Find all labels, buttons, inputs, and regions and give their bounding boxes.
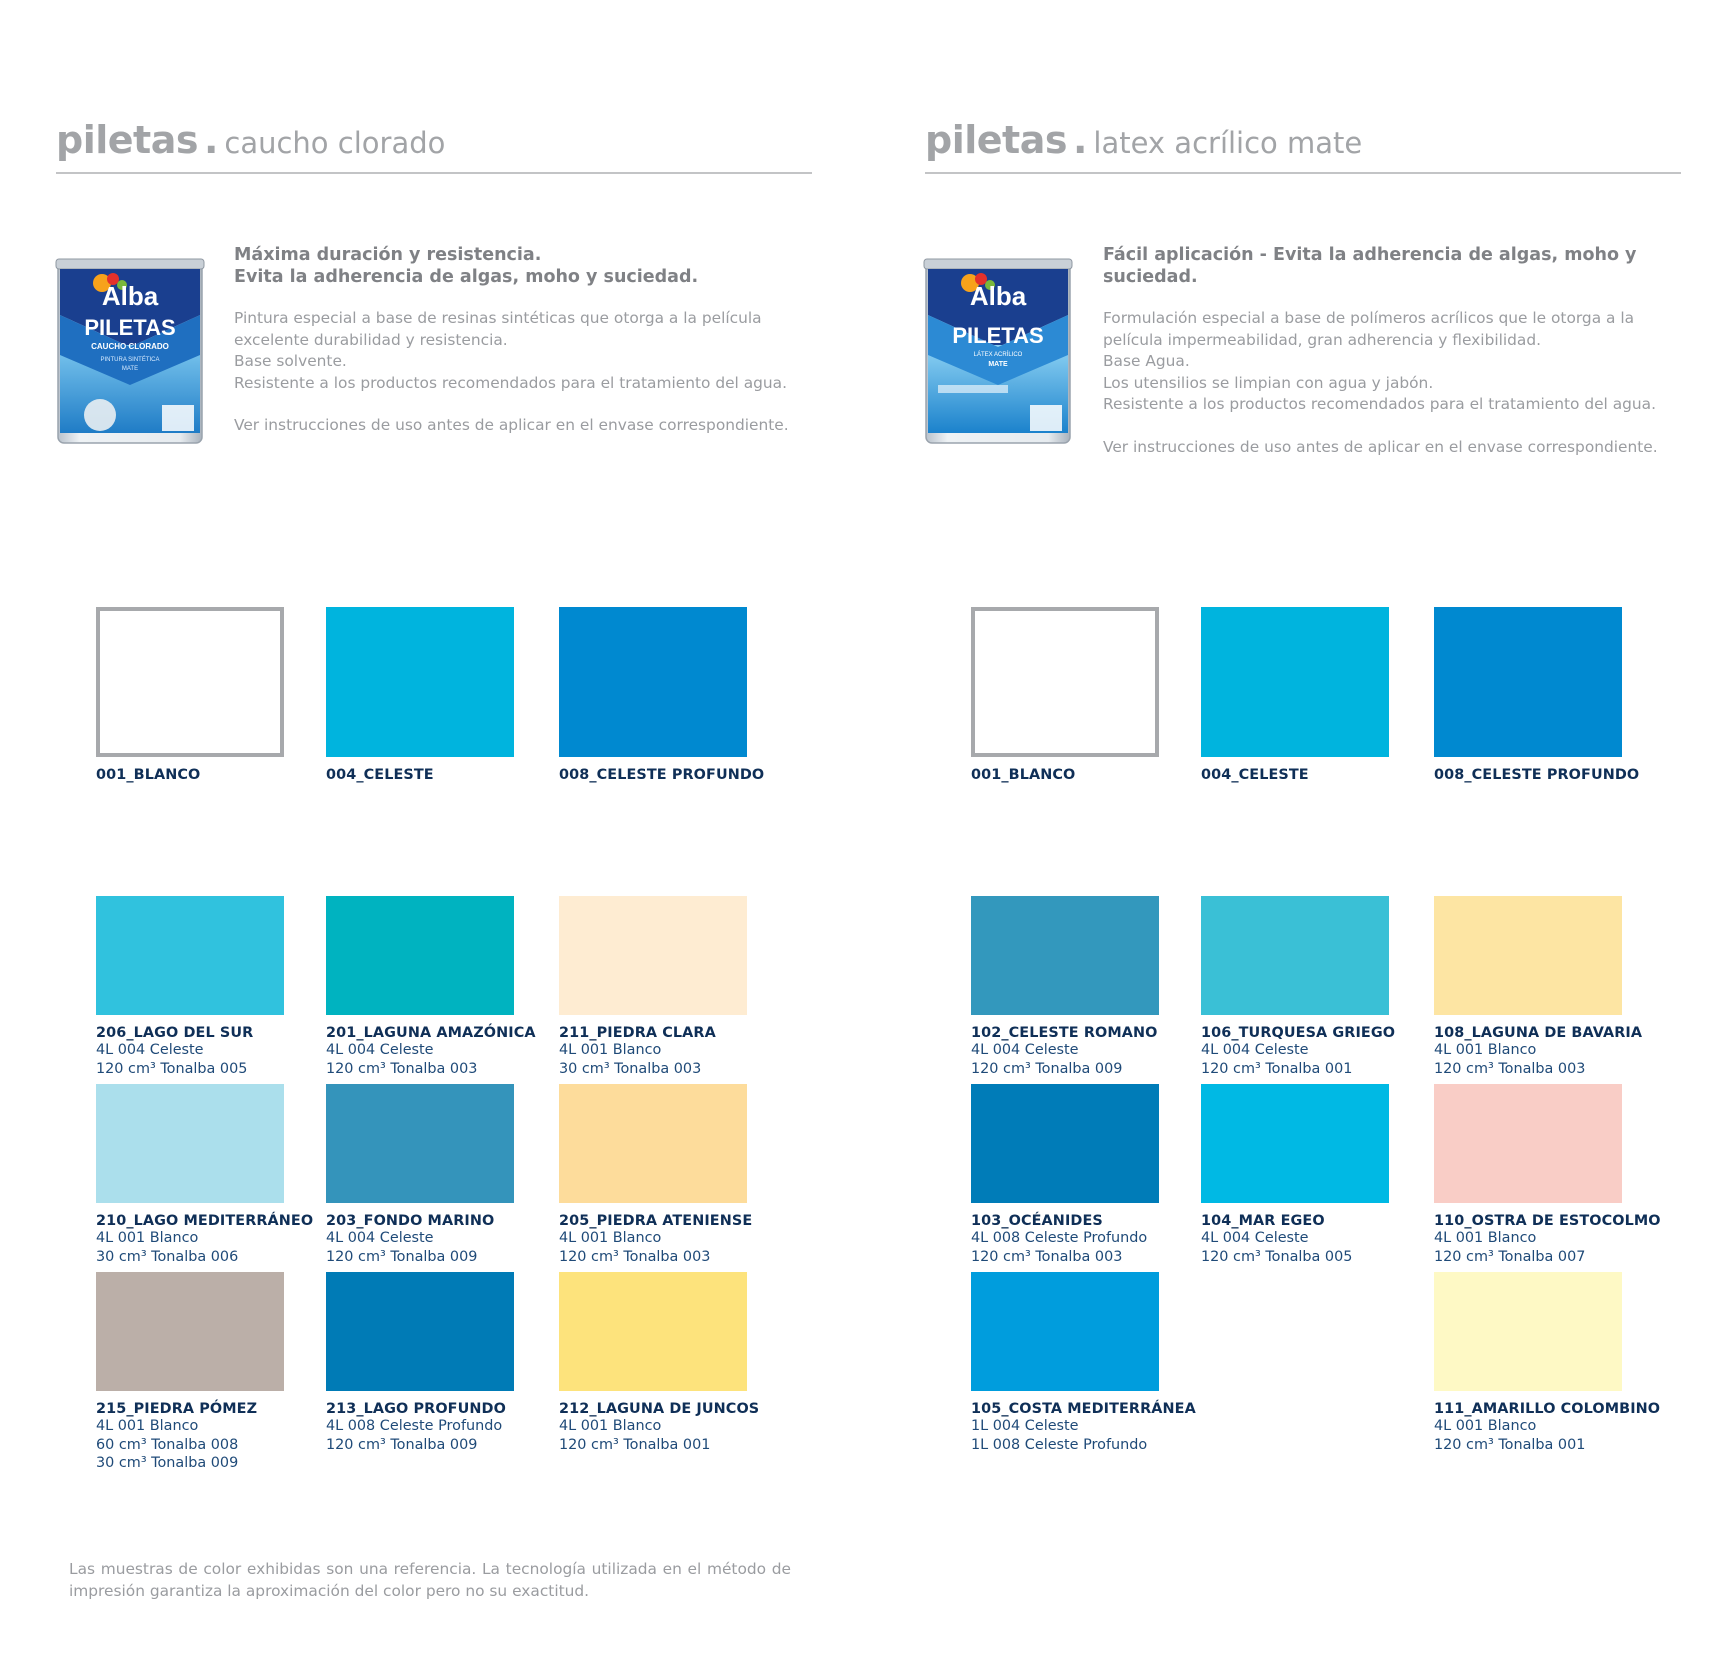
color-chip <box>326 607 514 757</box>
color-formula-line: 4L 001 Blanco <box>1434 1230 1537 1246</box>
color-chip <box>1201 896 1389 1015</box>
color-name: 104_MAR EGEO <box>1201 1213 1325 1229</box>
color-chip <box>1434 1084 1622 1203</box>
color-formula-line: 4L 001 Blanco <box>559 1418 662 1434</box>
color-formula-line: 120 cm³ Tonalba 001 <box>1201 1060 1353 1077</box>
color-swatch <box>96 607 284 783</box>
color-formula-line: 4L 001 Blanco <box>1434 1418 1537 1434</box>
color-formula-line: 1L 004 Celeste <box>971 1418 1079 1434</box>
color-swatch <box>559 896 747 1078</box>
color-name: 108_LAGUNA DE BAVARIA <box>1434 1025 1643 1041</box>
footnote: Las muestras de color exhibidas son una referencia. La tecnología utilizada en el método de impresión garantiza la aproximación del color pero no su exactitud. <box>69 1560 791 1600</box>
color-formula-line: 4L 004 Celeste <box>1201 1042 1309 1058</box>
left-desc-note: Ver instrucciones de uso antes de aplicar en el envase correspondiente. <box>234 416 789 435</box>
color-chip <box>971 1272 1159 1391</box>
left-desc-line-2: excelente durabilidad y resistencia. <box>234 330 508 349</box>
color-swatch <box>326 607 514 783</box>
color-formula-line: 4L 008 Celeste Profundo <box>326 1418 503 1434</box>
color-formula-line: 4L 001 Blanco <box>559 1230 662 1246</box>
left-description <box>234 244 789 437</box>
color-name: 004_CELESTE <box>1201 767 1309 783</box>
color-chip <box>96 1084 284 1203</box>
color-swatch <box>559 1272 760 1454</box>
color-chip <box>96 607 284 757</box>
left-heading-main: piletas <box>56 118 198 162</box>
color-swatch <box>1201 896 1396 1078</box>
color-chip <box>1201 607 1389 757</box>
right-lead <box>1103 244 1732 288</box>
right-desc-line-1: Formulación especial a base de polímeros acrílicos que le otorga a la <box>1103 309 1635 327</box>
color-name: 105_COSTA MEDITERRÁNEA <box>971 1401 1196 1417</box>
paint-can-icon <box>918 255 1078 451</box>
left-desc-line-1: Pintura especial a base de resinas sintéticas que otorga a la película <box>234 309 762 327</box>
left-can-line3: MATE <box>121 366 139 372</box>
color-chip <box>559 1272 747 1391</box>
color-swatch <box>1434 1272 1661 1454</box>
right-can-product: PILETAS <box>952 323 1044 348</box>
color-chip <box>326 1084 514 1203</box>
color-swatch <box>1434 1084 1661 1266</box>
left-heading-sub: caucho clorado <box>224 126 446 160</box>
color-chip <box>1201 1084 1389 1203</box>
right-desc-note: Ver instrucciones de uso antes de aplicar en el envase correspondiente. <box>1103 437 1658 456</box>
right-lead-line-1: Fácil aplicación - Evita la adherencia de algas, moho y suciedad. <box>1103 245 1637 287</box>
left-section-heading <box>56 118 812 174</box>
right-can-brand: Alba <box>969 281 1027 311</box>
color-formula-line: 4L 004 Celeste <box>96 1042 204 1058</box>
color-formula-line: 4L 001 Blanco <box>96 1230 199 1246</box>
color-formula-line: 120 cm³ Tonalba 001 <box>559 1436 711 1453</box>
color-name: 203_FONDO MARINO <box>326 1213 495 1229</box>
color-name: 210_LAGO MEDITERRÁNEO <box>96 1213 314 1229</box>
left-lead-line-2: Evita la adherencia de algas, moho y suciedad. <box>234 267 699 287</box>
color-name: 001_BLANCO <box>971 767 1076 783</box>
paint-can-icon <box>50 255 210 451</box>
color-swatch <box>96 1272 284 1473</box>
left-can-product: PILETAS <box>84 315 176 340</box>
color-formula-line: 120 cm³ Tonalba 001 <box>1434 1436 1586 1453</box>
color-name: 212_LAGUNA DE JUNCOS <box>559 1401 760 1417</box>
color-swatch <box>326 896 536 1078</box>
color-formula-line: 4L 004 Celeste <box>971 1042 1079 1058</box>
color-formula-line: 1L 008 Celeste Profundo <box>971 1436 1148 1453</box>
color-chip <box>971 896 1159 1015</box>
color-name: 001_BLANCO <box>96 767 201 783</box>
color-swatch <box>559 607 765 783</box>
color-swatch <box>559 1084 753 1266</box>
color-chip <box>559 607 747 757</box>
left-desc-line-3: Base solvente. <box>234 352 347 371</box>
color-name: 206_LAGO DEL SUR <box>96 1025 254 1041</box>
color-chip <box>326 896 514 1015</box>
color-name: 205_PIEDRA ATENIENSE <box>559 1213 753 1229</box>
color-formula-line: 120 cm³ Tonalba 007 <box>1434 1248 1586 1265</box>
color-formula-line: 4L 001 Blanco <box>559 1042 662 1058</box>
color-name: 102_CELESTE ROMANO <box>971 1025 1158 1041</box>
color-swatch <box>971 896 1159 1078</box>
color-name: 004_CELESTE <box>326 767 434 783</box>
color-swatch <box>96 896 284 1078</box>
color-formula-line: 120 cm³ Tonalba 003 <box>559 1248 711 1265</box>
color-formula-line: 120 cm³ Tonalba 003 <box>1434 1060 1586 1077</box>
color-formula-line: 120 cm³ Tonalba 005 <box>96 1060 248 1077</box>
right-heading-dot: . <box>1072 118 1088 162</box>
color-name: 211_PIEDRA CLARA <box>559 1025 716 1041</box>
color-name: 111_AMARILLO COLOMBINO <box>1434 1401 1661 1417</box>
color-name: 215_PIEDRA PÓMEZ <box>96 1401 258 1417</box>
color-chip <box>971 1084 1159 1203</box>
right-section-heading <box>925 118 1681 174</box>
color-swatch <box>96 1084 314 1266</box>
color-formula-line: 30 cm³ Tonalba 003 <box>559 1060 702 1077</box>
color-name: 103_OCÉANIDES <box>971 1213 1103 1229</box>
left-can-brand: Alba <box>101 281 159 311</box>
right-description <box>1103 244 1732 459</box>
left-can-line2: PINTURA SINTÉTICA <box>100 357 160 363</box>
right-heading-main: piletas <box>925 118 1067 162</box>
color-swatch <box>971 1084 1159 1266</box>
color-formula-line: 4L 004 Celeste <box>1201 1230 1309 1246</box>
color-name: 008_CELESTE PROFUNDO <box>559 767 765 783</box>
color-formula-line: 30 cm³ Tonalba 006 <box>96 1248 239 1265</box>
left-heading-dot: . <box>203 118 219 162</box>
color-formula-line: 120 cm³ Tonalba 005 <box>1201 1248 1353 1265</box>
color-swatch <box>326 1084 514 1266</box>
color-formula-line: 4L 004 Celeste <box>326 1042 434 1058</box>
right-desc-line-5: Resistente a los productos recomendados para el tratamiento del agua. <box>1103 395 1657 414</box>
right-desc-line-3: Base Agua. <box>1103 352 1190 371</box>
color-chip <box>96 1272 284 1391</box>
color-chip <box>559 896 747 1015</box>
color-formula-line: 120 cm³ Tonalba 003 <box>326 1060 478 1077</box>
color-swatch <box>971 1272 1196 1454</box>
color-chip <box>971 607 1159 757</box>
right-can-line2: MATE <box>988 361 1008 368</box>
color-chip <box>326 1272 514 1391</box>
color-formula-line: 120 cm³ Tonalba 009 <box>326 1436 478 1453</box>
color-formula-line: 4L 004 Celeste <box>326 1230 434 1246</box>
color-name: 110_OSTRA DE ESTOCOLMO <box>1434 1213 1661 1229</box>
right-desc-line-4: Los utensilios se limpian con agua y jabón. <box>1103 373 1434 392</box>
color-chip <box>96 896 284 1015</box>
color-formula-line: 120 cm³ Tonalba 009 <box>326 1248 478 1265</box>
color-chip <box>1434 607 1622 757</box>
color-chip <box>1434 1272 1622 1391</box>
color-swatch <box>971 607 1159 783</box>
color-formula-line: 4L 008 Celeste Profundo <box>971 1230 1148 1246</box>
color-swatch <box>326 1272 514 1454</box>
color-name: 213_LAGO PROFUNDO <box>326 1401 506 1417</box>
color-name: 201_LAGUNA AMAZÓNICA <box>326 1025 536 1041</box>
color-chip <box>559 1084 747 1203</box>
color-swatch <box>1201 607 1389 783</box>
color-formula-line: 4L 001 Blanco <box>1434 1042 1537 1058</box>
right-can-line1: LÁTEX ACRÍLICO <box>973 352 1023 358</box>
color-name: 106_TURQUESA GRIEGO <box>1201 1025 1396 1041</box>
right-heading-sub: latex acrílico mate <box>1093 126 1363 160</box>
color-swatch <box>1201 1084 1389 1266</box>
color-swatch <box>1434 896 1643 1078</box>
color-chip <box>1434 896 1622 1015</box>
left-lead <box>234 244 789 288</box>
color-formula-line: 60 cm³ Tonalba 008 <box>96 1436 239 1453</box>
color-formula-line: 120 cm³ Tonalba 003 <box>971 1248 1123 1265</box>
color-formula-line: 30 cm³ Tonalba 009 <box>96 1455 239 1471</box>
left-lead-line-1: Máxima duración y resistencia. <box>234 245 542 265</box>
color-formula-line: 120 cm³ Tonalba 009 <box>971 1060 1123 1077</box>
right-desc-line-2: película impermeabilidad, gran adherencia y flexibilidad. <box>1103 330 1542 349</box>
left-can-line1: CAUCHO CLORADO <box>91 342 169 351</box>
color-formula-line: 4L 001 Blanco <box>96 1418 199 1434</box>
left-desc-line-4: Resistente a los productos recomendados para el tratamiento del agua. <box>234 373 788 392</box>
color-name: 008_CELESTE PROFUNDO <box>1434 767 1640 783</box>
color-swatch <box>1434 607 1640 783</box>
